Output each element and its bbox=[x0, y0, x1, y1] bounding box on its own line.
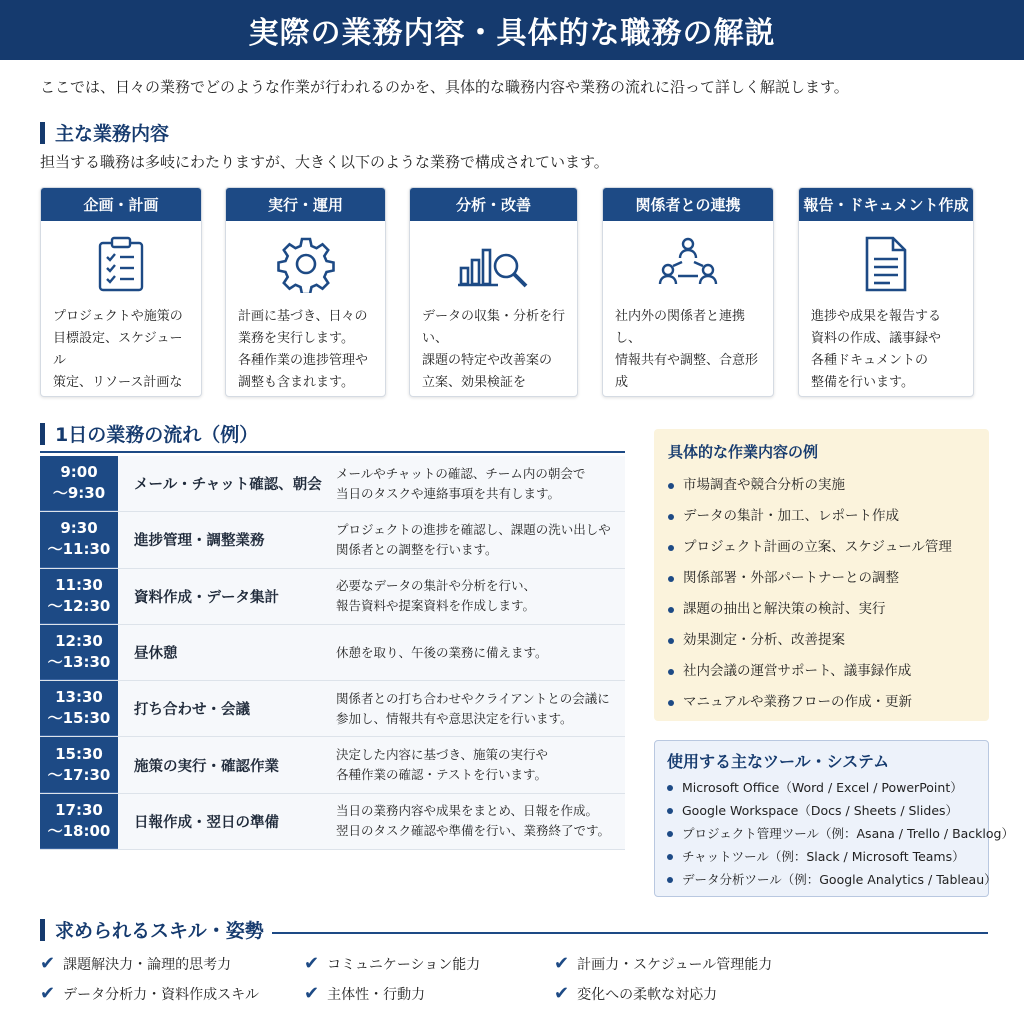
list-item bbox=[667, 868, 997, 891]
end-time: ～11:30 bbox=[47, 540, 111, 559]
list-item-text: Google Workspace（Docs / Sheets / Slides） bbox=[682, 803, 959, 818]
task-cell: 施策の実行・確認作業 bbox=[118, 737, 328, 792]
start-time: 17:30 bbox=[55, 800, 103, 819]
chart-magnifier-icon bbox=[410, 221, 577, 306]
card-title: 実行・運用 bbox=[226, 188, 385, 221]
list-item-text: 関係部署・外部パートナーとの調整 bbox=[683, 570, 899, 586]
daily-flow-title: 1日の業務の流れ（例） bbox=[55, 424, 259, 446]
list-item bbox=[668, 625, 975, 656]
daily-flow-table bbox=[40, 456, 625, 850]
list-item-text: 課題の抽出と解決策の検討、実行 bbox=[683, 601, 886, 617]
table-row bbox=[40, 737, 625, 793]
task-cell: 昼休憩 bbox=[118, 625, 328, 680]
time-cell bbox=[40, 625, 118, 680]
list-item bbox=[668, 563, 975, 594]
main-tasks-subtitle: 担当する職務は多岐にわたりますが、大きく以下のような業務で構成されています。 bbox=[40, 153, 609, 171]
bullet-icon bbox=[667, 831, 673, 837]
table-row bbox=[40, 625, 625, 681]
bullet-icon bbox=[668, 638, 674, 644]
bullet-icon bbox=[667, 854, 673, 860]
list-item bbox=[667, 776, 976, 799]
examples-panel bbox=[654, 429, 989, 721]
task-cell: 進捗管理・調整業務 bbox=[118, 512, 328, 567]
end-time: ～15:30 bbox=[47, 709, 111, 728]
task-card-execution bbox=[225, 187, 386, 397]
start-time: 11:30 bbox=[55, 575, 103, 594]
end-time: ～12:30 bbox=[47, 596, 111, 615]
bullet-icon bbox=[668, 669, 674, 675]
bullet-icon bbox=[668, 607, 674, 613]
description-cell: 休憩を取り、午後の業務に備えます。 bbox=[328, 625, 625, 680]
description-cell: 決定した内容に基づき、施策の実行や 各種作業の確認・テストを行います。 bbox=[328, 737, 625, 792]
task-card-reporting bbox=[798, 187, 974, 397]
table-row bbox=[40, 794, 625, 850]
time-cell bbox=[40, 681, 118, 736]
card-description: 社内外の関係者と連携し、 情報共有や調整、合意形成 bbox=[615, 309, 759, 390]
task-card-analysis bbox=[409, 187, 578, 397]
list-item bbox=[668, 594, 975, 625]
heading-bar bbox=[40, 919, 45, 941]
list-item-text: 効果測定・分析、改善提案 bbox=[683, 632, 845, 648]
page-title: 実際の業務内容・具体的な職務の解説 bbox=[248, 16, 776, 51]
skill-text: 主体性・行動力 bbox=[327, 986, 426, 1003]
start-time: 13:30 bbox=[55, 688, 103, 707]
end-time: ～17:30 bbox=[47, 765, 111, 784]
list-item-text: プロジェクト計画の立案、スケジュール管理 bbox=[683, 539, 952, 555]
card-description: 進捗や成果を報告する 資料の作成、議事録や 各種ドキュメントの 整備を行います。 bbox=[811, 309, 942, 390]
card-title: 分析・改善 bbox=[410, 188, 577, 221]
page-header bbox=[0, 0, 1024, 60]
bullet-icon bbox=[667, 808, 673, 814]
examples-list bbox=[668, 470, 975, 718]
main-tasks-title: 主な業務内容 bbox=[55, 123, 170, 145]
bullet-icon bbox=[668, 483, 674, 489]
end-time: ～9:30 bbox=[52, 484, 106, 503]
intro-text: ここでは、日々の業務でどのような作業が行われるのかを、具体的な職務内容や業務の流れに沿って詳しく解説します。 bbox=[40, 78, 849, 96]
list-item bbox=[668, 470, 975, 501]
end-time: ～13:30 bbox=[47, 653, 111, 672]
card-title: 報告・ドキュメント作成 bbox=[799, 188, 973, 221]
description-cell: 関係者との打ち合わせやクライアントとの会議に 参加し、情報共有や意思決定を行います。 bbox=[328, 681, 625, 736]
start-time: 9:30 bbox=[60, 519, 98, 538]
checkmark-icon: ✔ bbox=[304, 983, 320, 1004]
task-cell: メール・チャット確認、朝会 bbox=[118, 456, 328, 511]
list-item bbox=[667, 799, 976, 822]
bullet-icon bbox=[667, 785, 673, 791]
list-item-text: マニュアルや業務フローの作成・更新 bbox=[683, 694, 912, 710]
checkmark-icon: ✔ bbox=[40, 983, 56, 1004]
list-item-text: データ分析ツール（例：Google Analytics / Tableau） bbox=[682, 872, 997, 887]
skill-text: データ分析力・資料作成スキル bbox=[63, 986, 259, 1003]
heading-bar bbox=[40, 122, 45, 144]
table-row bbox=[40, 681, 625, 737]
skill-item bbox=[40, 983, 259, 1004]
card-description: データの収集・分析を行い、 課題の特定や改善案の 立案、効果検証を bbox=[422, 309, 566, 390]
bullet-icon bbox=[668, 576, 674, 582]
description-cell: メールやチャットの確認、チーム内の朝会で 当日のタスクや連絡事項を共有します。 bbox=[328, 456, 625, 511]
checkmark-icon: ✔ bbox=[304, 953, 320, 974]
task-cell: 資料作成・データ集計 bbox=[118, 569, 328, 624]
card-title: 企画・計画 bbox=[41, 188, 201, 221]
description-cell: プロジェクトの進捗を確認し、課題の洗い出しや 関係者との調整を行います。 bbox=[328, 512, 625, 567]
time-cell bbox=[40, 456, 118, 511]
gear-icon bbox=[226, 221, 385, 306]
bullet-icon bbox=[667, 877, 673, 883]
time-cell bbox=[40, 737, 118, 792]
daily-flow-heading bbox=[40, 420, 258, 447]
skill-item bbox=[40, 953, 231, 974]
description-cell: 当日の業務内容や成果をまとめ、日報を作成。 翌日のタスク確認や準備を行い、業務終了です。 bbox=[328, 794, 625, 849]
start-time: 12:30 bbox=[55, 632, 103, 651]
skill-text: 課題解決力・論理的思考力 bbox=[63, 956, 232, 973]
skill-text: 計画力・スケジュール管理能力 bbox=[577, 956, 773, 973]
section-divider bbox=[40, 451, 625, 453]
examples-title: 具体的な作業内容の例 bbox=[668, 443, 819, 461]
skill-text: 変化への柔軟な対応力 bbox=[577, 986, 718, 1003]
skill-item bbox=[304, 983, 425, 1004]
time-cell bbox=[40, 794, 118, 849]
list-item-text: データの集計・加工、レポート作成 bbox=[683, 508, 899, 524]
main-tasks-heading bbox=[40, 119, 169, 146]
list-item bbox=[667, 845, 976, 868]
end-time: ～18:00 bbox=[47, 821, 111, 840]
card-description: 計画に基づき、日々の 業務を実行します。 各種作業の進捗管理や 調整も含まれます。 bbox=[238, 309, 369, 390]
tools-panel bbox=[654, 740, 1014, 897]
checkmark-icon: ✔ bbox=[554, 953, 570, 974]
task-card-planning bbox=[40, 187, 202, 397]
task-cards bbox=[40, 187, 974, 397]
list-item bbox=[668, 656, 975, 687]
description-cell: 必要なデータの集計や分析を行い、 報告資料や提案資料を作成します。 bbox=[328, 569, 625, 624]
clipboard-checklist-icon bbox=[41, 221, 201, 306]
tools-title: 使用する主なツール・システム bbox=[667, 752, 890, 771]
bullet-icon bbox=[668, 545, 674, 551]
task-card-collaboration bbox=[602, 187, 774, 397]
checkmark-icon: ✔ bbox=[40, 953, 56, 974]
list-item bbox=[668, 532, 975, 563]
skills-title: 求められるスキル・姿勢 bbox=[55, 920, 264, 942]
checkmark-icon: ✔ bbox=[554, 983, 570, 1004]
list-item-text: プロジェクト管理ツール（例：Asana / Trello / Backlog） bbox=[682, 826, 1014, 841]
document-icon bbox=[799, 221, 973, 306]
bullet-icon bbox=[668, 514, 674, 520]
table-row bbox=[40, 569, 625, 625]
time-cell bbox=[40, 569, 118, 624]
skill-item bbox=[554, 983, 717, 1004]
people-network-icon bbox=[603, 221, 773, 306]
list-item bbox=[668, 687, 975, 718]
list-item bbox=[668, 501, 975, 532]
tools-list bbox=[667, 776, 1014, 891]
list-item-text: Microsoft Office（Word / Excel / PowerPoint） bbox=[682, 780, 963, 795]
section-divider bbox=[272, 932, 988, 934]
list-item-text: チャットツール（例：Slack / Microsoft Teams） bbox=[682, 849, 965, 864]
skill-item bbox=[554, 953, 772, 974]
card-title: 関係者との連携 bbox=[603, 188, 773, 221]
skill-item bbox=[304, 953, 480, 974]
table-row bbox=[40, 456, 625, 512]
heading-bar bbox=[40, 423, 45, 445]
time-cell bbox=[40, 512, 118, 567]
start-time: 15:30 bbox=[55, 744, 103, 763]
list-item bbox=[667, 822, 1014, 845]
bullet-icon bbox=[668, 700, 674, 706]
table-row bbox=[40, 512, 625, 568]
start-time: 9:00 bbox=[60, 463, 98, 482]
list-item-text: 社内会議の運営サポート、議事録作成 bbox=[683, 663, 912, 679]
skill-text: コミュニケーション能力 bbox=[327, 956, 481, 973]
task-cell: 打ち合わせ・会議 bbox=[118, 681, 328, 736]
card-description: プロジェクトや施策の 目標設定、スケジュール 策定、リソース計画な bbox=[53, 309, 183, 390]
list-item-text: 市場調査や競合分析の実施 bbox=[683, 477, 845, 493]
skills-heading bbox=[40, 916, 264, 943]
task-cell: 日報作成・翌日の準備 bbox=[118, 794, 328, 849]
